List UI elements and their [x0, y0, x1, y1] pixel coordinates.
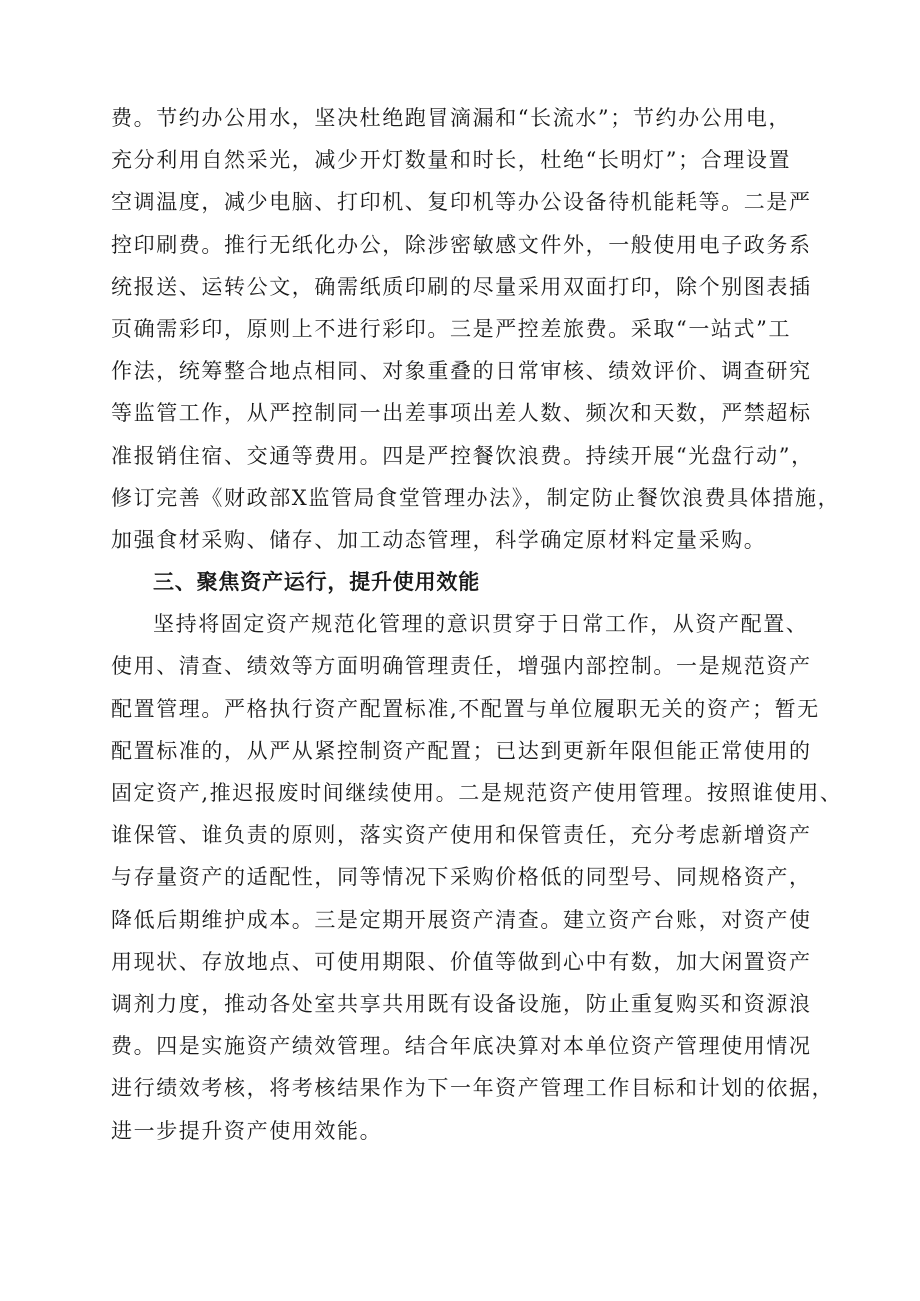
paragraph-asset-management	[111, 603, 843, 1151]
text-line: 准报销住宿、交通等费用。四是严控餐饮浪费。持续开展“光盘行动”，	[111, 443, 814, 468]
text-line: 用现状、存放地点、可使用期限、价值等做到心中有数，加大闲置资产	[111, 949, 812, 974]
text-line: 统报送、运转公文，确需纸质印刷的尽量采用双面打印，除个别图表插	[111, 274, 812, 299]
document-body	[111, 97, 843, 1152]
text-line: 固定资产,推迟报废时间继续使用。二是规范资产使用管理。按照谁使用、	[111, 781, 843, 805]
text-line: 坚持将固定资产规范化管理的意识贯穿于日常工作，从资产配置、	[153, 612, 809, 637]
section-heading: 三、聚焦资产运行，提升使用效能	[153, 570, 480, 595]
text-line: 充分利用自然采光，减少开灯数量和时长，杜绝“长明灯”；合理设置	[111, 148, 792, 173]
text-line: 降低后期维护成本。三是定期开展资产清查。建立资产台账，对资产使	[111, 907, 812, 932]
text-line: 等监管工作，从严控制同一出差事项出差人数、频次和天数，严禁超标	[111, 401, 812, 426]
text-line: 页确需彩印，原则上不进行彩印。三是严控差旅费。采取“一站式”工	[111, 316, 792, 341]
text-line: 空调温度，减少电脑、打印机、复印机等办公设备待机能耗等。二是严	[111, 190, 812, 215]
text-line: 费。节约办公用水，坚决杜绝跑冒滴漏和“长流水”；节约办公用电，	[111, 106, 792, 130]
text-line: 谁保管、谁负责的原则，落实资产使用和保管责任，充分考虑新增资产	[111, 823, 812, 848]
text-line: 调剂力度，推动各处室共享共用既有设备设施，防止重复购买和资源浪	[111, 991, 812, 1016]
text-line: 与存量资产的适配性，同等情况下采购价格低的同型号、同规格资产，	[111, 865, 812, 890]
text-line: 控印刷费。推行无纸化办公，除涉密敏感文件外，一般使用电子政务系	[111, 232, 812, 257]
text-line: 配置管理。严格执行资产配置标准,不配置与单位履职无关的资产；暂无	[111, 696, 820, 721]
text-line: 使用、清查、绩效等方面明确管理责任，增强内部控制。一是规范资产	[111, 654, 812, 679]
paragraph-expense-control	[111, 97, 841, 561]
text-line: 作法，统筹整合地点相同、对象重叠的日常审核、绩效评价、调查研究	[111, 359, 812, 384]
text-line: 进一步提升资产使用效能。	[111, 1118, 383, 1143]
text-line: 进行绩效考核，将考核结果作为下一年资产管理工作目标和计划的依据，	[111, 1076, 835, 1101]
text-line: 修订完善《财政部X监管局食堂管理办法》，制定防止餐饮浪费具体措施，	[111, 485, 841, 510]
text-line: 加强食材采购、储存、加工动态管理，科学确定原材料定量采购。	[111, 527, 767, 552]
text-line: 配置标准的，从严从紧控制资产配置；已达到更新年限但能正常使用的	[111, 738, 812, 763]
text-line: 费。四是实施资产绩效管理。结合年底决算对本单位资产管理使用情况	[111, 1034, 812, 1059]
